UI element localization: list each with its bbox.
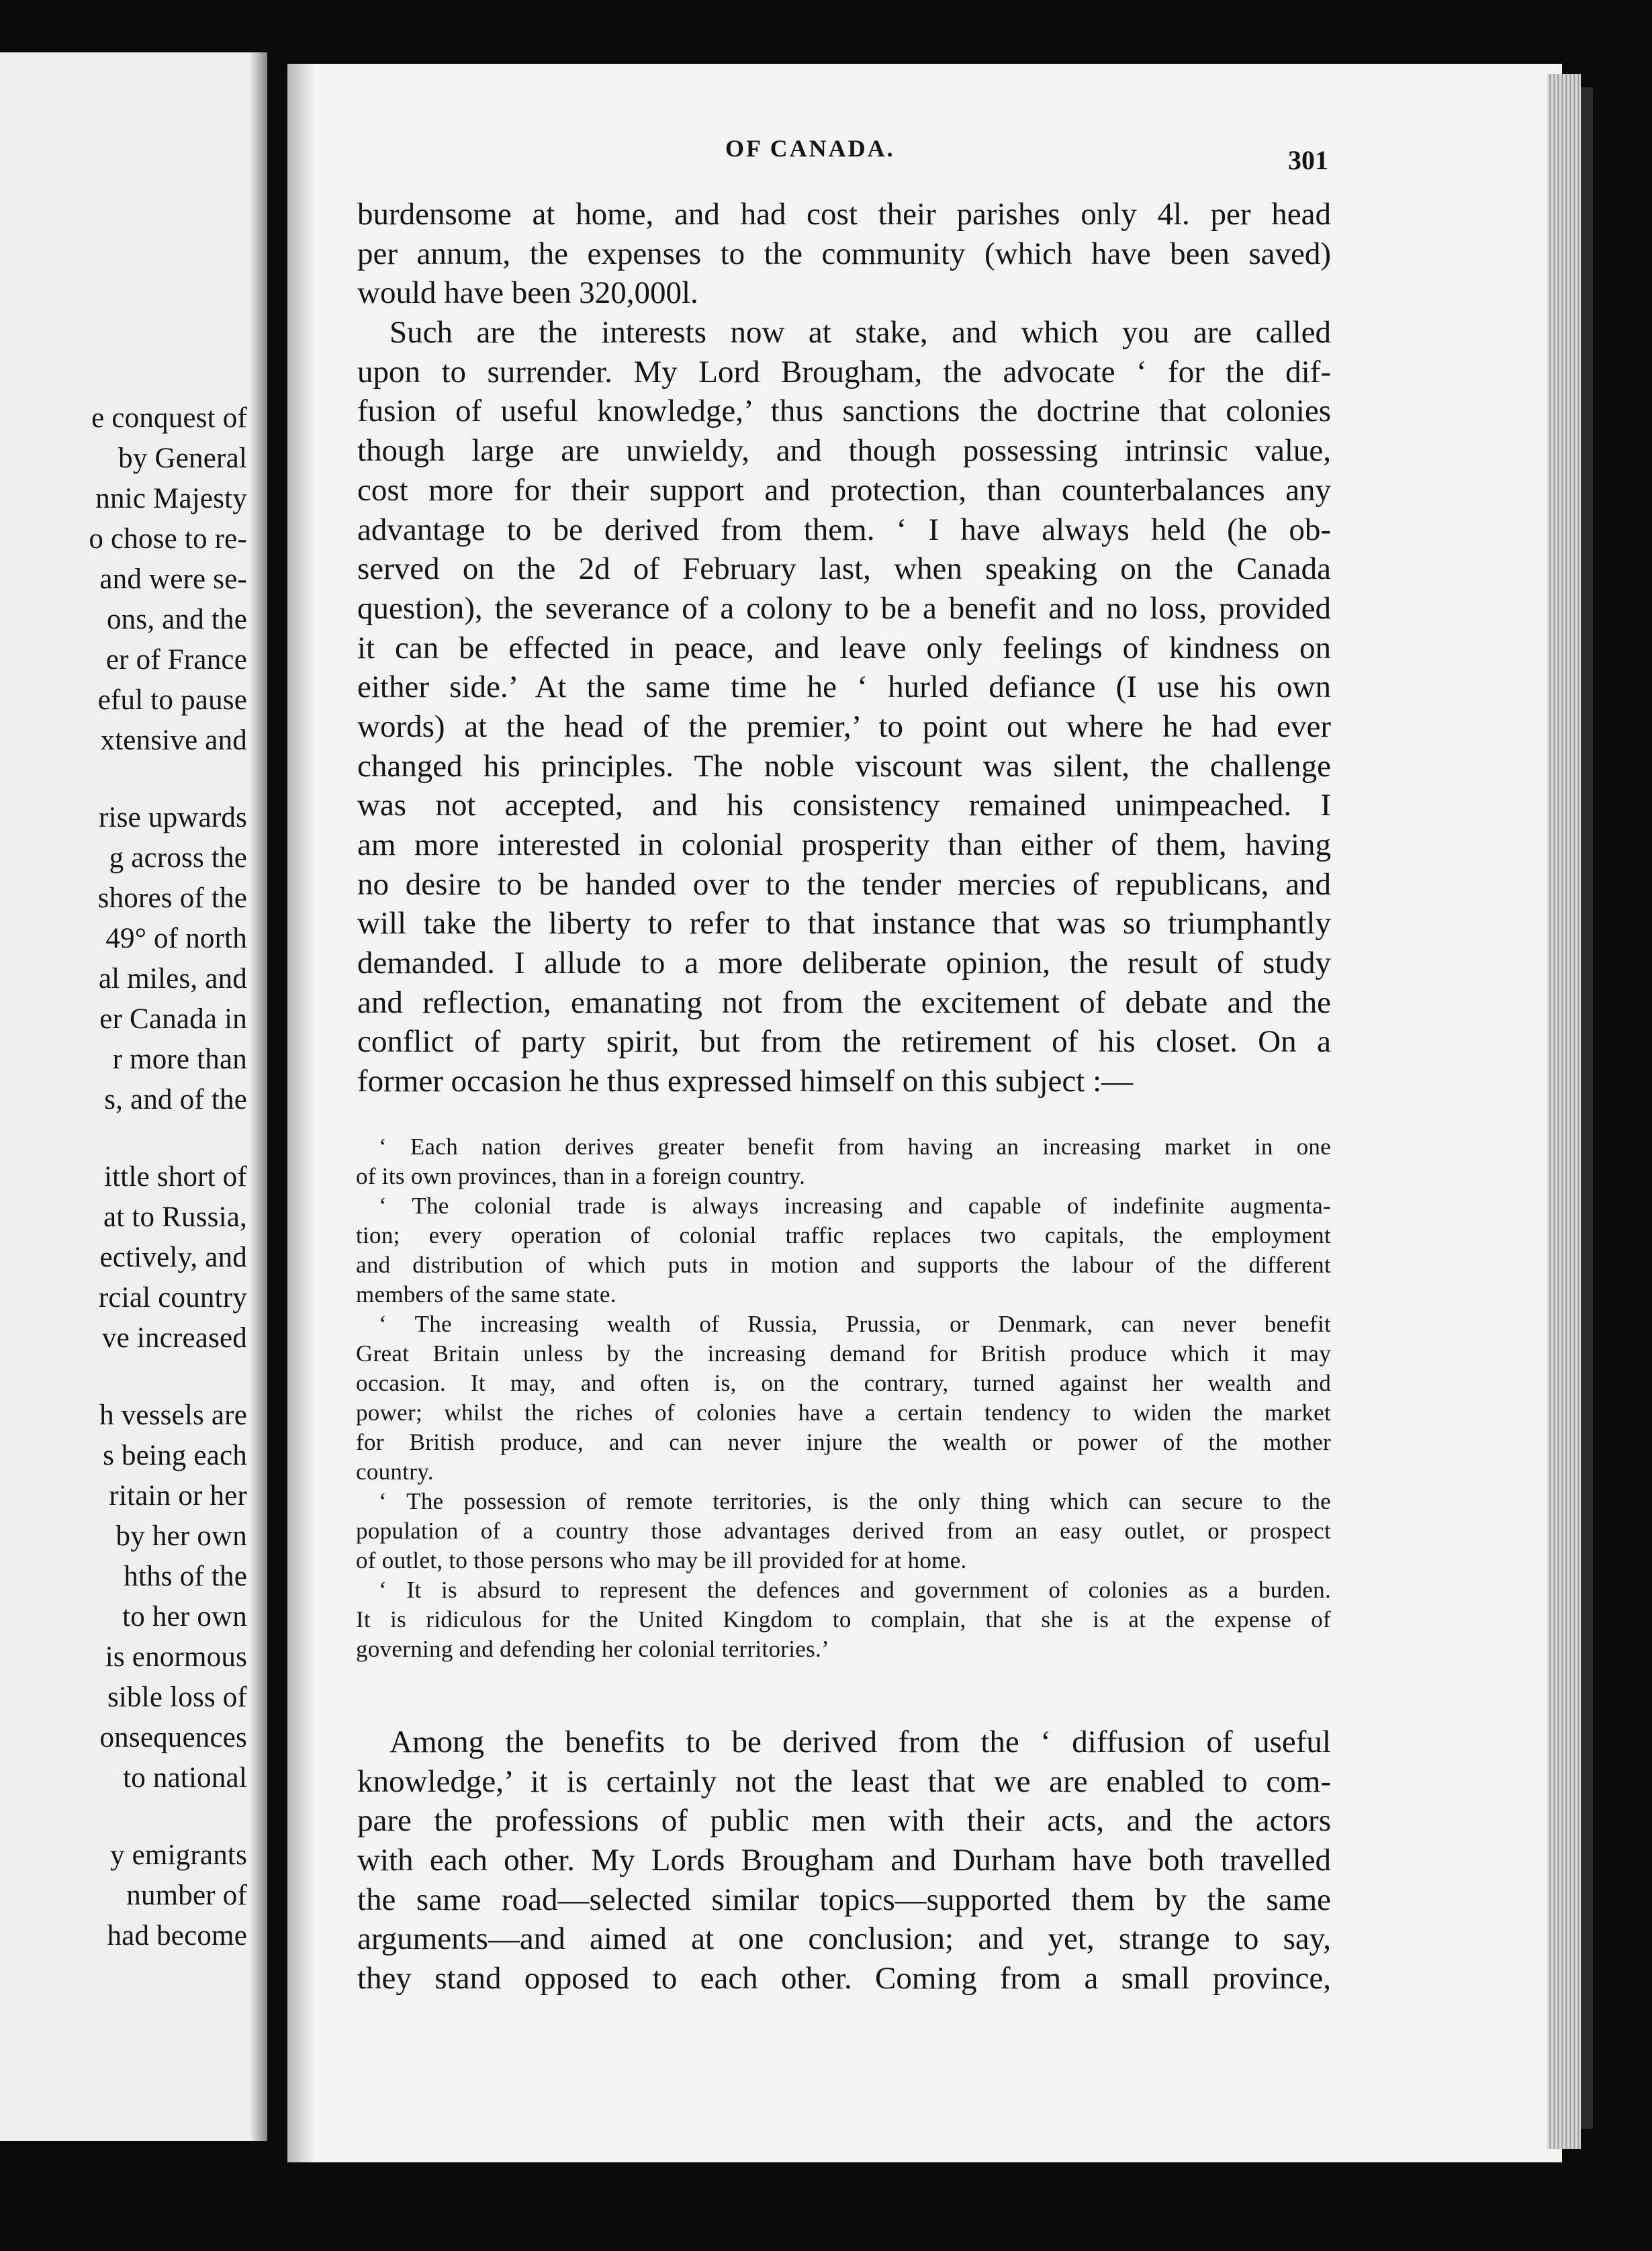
left-page-line: h vessels are bbox=[99, 1399, 247, 1431]
left-page-line: onsequences bbox=[99, 1722, 247, 1753]
left-page-line: to national bbox=[123, 1762, 247, 1794]
left-page-line: s being each bbox=[103, 1440, 247, 1471]
text-line: though large are unwieldy, and though possessing intrinsic value, bbox=[357, 433, 1331, 469]
text-line: served on the 2d of February last, when speaking on the Canada bbox=[357, 551, 1331, 587]
text-line: Among the benefits to be derived from the ‘ diffusion of useful bbox=[389, 1725, 1331, 1759]
page-number: 301 bbox=[1288, 145, 1328, 175]
left-page-line: e conquest of bbox=[91, 402, 247, 434]
left-page-line: r more than bbox=[112, 1044, 247, 1075]
quotation-block bbox=[356, 1132, 1331, 1664]
text-line: former occasion he thus expressed himself on this subject :— bbox=[357, 1064, 1134, 1099]
quote-line: of its own provinces, than in a foreign country. bbox=[356, 1163, 806, 1189]
text-line: am more interested in colonial prosperity than either of them, having bbox=[357, 827, 1331, 862]
left-page-line: is enormous bbox=[105, 1641, 247, 1673]
text-line: conflict of party spirit, but from the retirement of his closet. On a bbox=[357, 1024, 1331, 1060]
quote-line: It is ridiculous for the United Kingdom to complain, that she is at the expense of bbox=[356, 1606, 1331, 1633]
quote-line: occasion. It may, and often is, on the contrary, turned against her wealth and bbox=[356, 1370, 1331, 1396]
text-line: cost more for their support and protection, than counterbalances any bbox=[357, 472, 1331, 508]
left-page-line: had become bbox=[107, 1920, 247, 1951]
quote-line: and distribution of which puts in motion and supports the labour of the different bbox=[356, 1252, 1331, 1278]
left-page-line: eful to pause bbox=[97, 684, 247, 716]
left-page-line: by General bbox=[118, 443, 247, 474]
quote-line: Great Britain unless by the increasing demand for British produce which it may bbox=[356, 1340, 1331, 1367]
left-page-line: and were se- bbox=[99, 563, 247, 595]
running-head: OF CANADA. bbox=[725, 135, 895, 162]
text-line: per annum, the expenses to the community (which have been saved) bbox=[357, 236, 1331, 271]
gutter-shadow bbox=[250, 52, 267, 2141]
text-line: it can be effected in peace, and leave only feelings of kindness on bbox=[357, 630, 1331, 665]
left-page-line: hths of the bbox=[124, 1561, 247, 1592]
quote-line: tion; every operation of colonial traffic replaces two capitals, the employment bbox=[356, 1222, 1331, 1248]
left-facing-page bbox=[0, 52, 267, 2141]
left-page-line: nnic Majesty bbox=[95, 483, 247, 514]
left-page-line: xtensive and bbox=[100, 725, 247, 756]
left-page-line: number of bbox=[126, 1880, 247, 1911]
quote-line: population of a country those advantages derived from an easy outlet, or prospect bbox=[356, 1518, 1331, 1544]
text-line: was not accepted, and his consistency remained unimpeached. I bbox=[357, 788, 1331, 823]
left-page-line: at to Russia, bbox=[103, 1201, 247, 1233]
left-page-line: al miles, and bbox=[98, 963, 247, 995]
text-line: either side.’ At the same time he ‘ hurled defiance (I use his own bbox=[357, 670, 1331, 705]
quote-line: country. bbox=[356, 1459, 434, 1485]
left-page-line: y emigrants bbox=[109, 1839, 247, 1871]
text-line: and reflection, emanating not from the excitement of debate and the bbox=[357, 984, 1331, 1020]
left-page-line: sible loss of bbox=[107, 1682, 247, 1713]
quote-line: of outlet, to those persons who may be ill provided for at home. bbox=[356, 1547, 967, 1573]
text-line: upon to surrender. My Lord Brougham, the advocate ‘ for the dif- bbox=[357, 354, 1331, 389]
text-line: knowledge,’ it is certainly not the least that we are enabled to com- bbox=[357, 1763, 1331, 1799]
text-line: Such are the interests now at stake, and which you are called bbox=[389, 315, 1331, 351]
text-line: they stand opposed to each other. Coming from a small province, bbox=[357, 1961, 1331, 1996]
text-line: no desire to be handed over to the tender mercies of republicans, and bbox=[357, 866, 1331, 902]
text-line: burdensome at home, and had cost their parishes only 4l. per head bbox=[357, 197, 1331, 232]
page-edges bbox=[1547, 74, 1581, 2149]
quote-line: ‘ The possession of remote territories, is the only thing which can secure to the bbox=[379, 1488, 1331, 1514]
text-line: would have been 320,000l. bbox=[357, 275, 698, 311]
spine-shadow bbox=[287, 64, 314, 2162]
quote-line: power; whilst the riches of colonies have a certain tendency to widen the market bbox=[356, 1399, 1331, 1426]
text-line: fusion of useful knowledge,’ thus sanctions the doctrine that colonies bbox=[357, 394, 1331, 429]
body-text-bottom bbox=[357, 1722, 1331, 1999]
left-page-line: ve increased bbox=[101, 1322, 247, 1354]
left-page-line: s, and of the bbox=[104, 1084, 247, 1115]
left-page-line: ectively, and bbox=[99, 1242, 247, 1273]
text-line: demanded. I allude to a more deliberate opinion, the result of study bbox=[357, 946, 1331, 981]
quote-line: for British produce, and can never injure the wealth or power of the mother bbox=[356, 1429, 1331, 1455]
left-page-line: g across the bbox=[109, 842, 247, 874]
left-page-line: shores of the bbox=[97, 882, 247, 914]
quote-line: ‘ It is absurd to represent the defences and government of colonies as a burden. bbox=[379, 1577, 1331, 1603]
text-line: arguments—and aimed at one conclusion; and yet, strange to say, bbox=[357, 1921, 1331, 1957]
left-page-line: to her own bbox=[122, 1601, 247, 1633]
book-edge-shadow bbox=[1581, 87, 1593, 2129]
left-page-line: ons, and the bbox=[106, 604, 247, 635]
text-line: question), the severance of a colony to be a benefit and no loss, provided bbox=[357, 590, 1331, 626]
text-line: pare the professions of public men with their acts, and the actors bbox=[357, 1803, 1331, 1839]
text-line: words) at the head of the premier,’ to point out where he had ever bbox=[357, 708, 1331, 744]
text-line: the same road—selected similar topics—supported them by the same bbox=[357, 1882, 1331, 1917]
left-page-line: by her own bbox=[116, 1520, 247, 1552]
left-page-line: er Canada in bbox=[99, 1003, 247, 1035]
left-page-line: ritain or her bbox=[109, 1480, 247, 1512]
left-page-line: rcial country bbox=[98, 1282, 247, 1314]
quote-line: ‘ Each nation derives greater benefit from having an increasing market in one bbox=[379, 1134, 1331, 1160]
left-page-line: er of France bbox=[105, 644, 247, 676]
left-page-line: ittle short of bbox=[104, 1161, 247, 1193]
quote-line: ‘ The increasing wealth of Russia, Prussia, or Denmark, can never benefit bbox=[379, 1311, 1331, 1337]
left-page-line: rise upwards bbox=[99, 802, 247, 833]
quote-line: governing and defending her colonial territories.’ bbox=[356, 1636, 830, 1662]
left-page-line: 49° of north bbox=[105, 923, 247, 954]
left-page-line: o chose to re- bbox=[89, 523, 247, 555]
body-text-top bbox=[357, 195, 1331, 1101]
text-line: will take the liberty to refer to that instance that was so triumphantly bbox=[357, 906, 1331, 941]
text-line: advantage to be derived from them. ‘ I have always held (he ob- bbox=[357, 512, 1331, 547]
text-line: changed his principles. The noble viscount was silent, the challenge bbox=[357, 748, 1331, 784]
text-line: with each other. My Lords Brougham and Durham have both travelled bbox=[357, 1843, 1331, 1878]
quote-line: members of the same state. bbox=[356, 1281, 616, 1307]
quote-line: ‘ The colonial trade is always increasing and capable of indefinite augmenta- bbox=[379, 1193, 1331, 1219]
